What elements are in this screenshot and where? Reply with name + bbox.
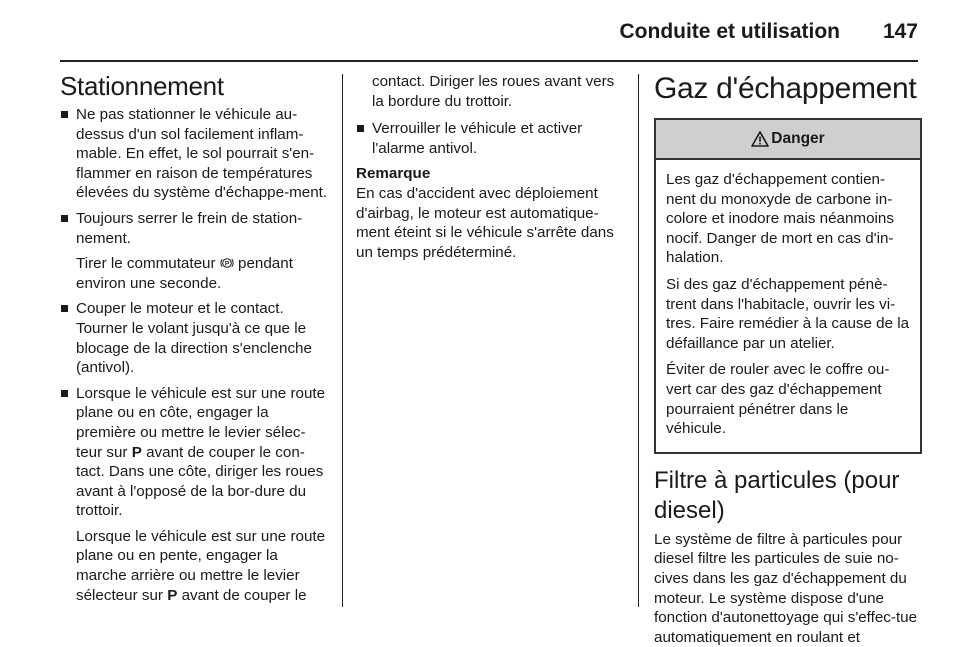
svg-text:P: P xyxy=(224,260,229,268)
gear-key-label: P xyxy=(167,586,178,604)
danger-header xyxy=(656,120,920,160)
remark-text: En cas d'accident avec déploiement d'airbag, le moteur est automatique-ment éteint si le véhicule s'arrête dans un temps prédéterminé. xyxy=(356,184,614,261)
danger-label: Danger xyxy=(771,130,825,148)
list-item: Ne pas stationner le véhicule au-dessus d'un sol facilement inflam-mable. En effet, le sol pourrait s'en-flammer en raison de températures élevées du système d'échappe-ment. xyxy=(60,105,330,203)
danger-paragraph: Les gaz d'échappement contien-nent du monoxyde de carbone in-colore et inodore mais néanmoins nocif. Danger de mort en cas d'in-halation. xyxy=(666,171,894,267)
list-item: Verrouiller le véhicule et activer l'alarme antivol. xyxy=(356,119,624,158)
parking-brake-icon xyxy=(220,256,234,270)
section-heading-filtre: Filtre à particules (pour diesel) xyxy=(654,466,900,524)
danger-body xyxy=(656,160,920,452)
gear-key-label: P xyxy=(131,443,142,461)
column-2 xyxy=(356,74,624,262)
header-divider xyxy=(60,60,918,62)
section-heading-stationnement: Stationnement xyxy=(60,71,224,101)
column-1 xyxy=(60,70,330,611)
column-3 xyxy=(654,70,922,647)
column-divider-1 xyxy=(342,74,343,607)
page-header-title: Conduite et utilisation xyxy=(619,20,840,43)
list-item-continuation: Lorsque le véhicule est sur une route plane ou en pente, engager la marche arrière ou mettre le levier sélecteur sur P avant de couper le xyxy=(76,527,326,604)
danger-paragraph: Si des gaz d'échappement pénè-trent dans l'habitacle, ouvrir les vi-tres. Faire remédier à la cause de la défaillance par un atelier. xyxy=(666,275,910,352)
warning-triangle-icon xyxy=(751,131,769,147)
list-item: Lorsque le véhicule est sur une route plane ou en côte, engager la première ou mettre le levier sélec-teur sur P avant de couper le con-tact. Dans une côte, diriger les roues avant à l'opposé de la bor-dure du trottoir. xyxy=(60,384,330,521)
column-divider-2 xyxy=(638,74,639,607)
list-item: Toujours serrer le frein de station-nement. xyxy=(60,209,330,248)
list-item-continuation: contact. Diriger les roues avant vers la bordure du trottoir. xyxy=(372,73,615,110)
page-header xyxy=(0,18,960,48)
body-paragraph: Le système de filtre à particules pour diesel filtre les particules de suie no-cives dans les gaz d'échappement du moteur. Le système dispose d'une fonction d'autonettoyage qui s'effec-tue automatiquement en roulant et xyxy=(654,530,918,646)
danger-box xyxy=(654,118,922,454)
page-number: 147 xyxy=(882,20,918,43)
section-heading-gaz: Gaz d'échappement xyxy=(654,72,917,105)
danger-paragraph: Éviter de rouler avec le coffre ou-vert car des gaz d'échappement pourraient pénétrer dans le véhicule. xyxy=(666,361,890,438)
remark-title: Remarque xyxy=(356,165,431,183)
list-item-continuation: Tirer le commutateur P pendant environ une seconde. xyxy=(76,255,293,292)
list-item: Couper le moteur et le contact. Tourner le volant jusqu'à ce que le blocage de la direction s'enclenche (antivol). xyxy=(60,299,330,377)
